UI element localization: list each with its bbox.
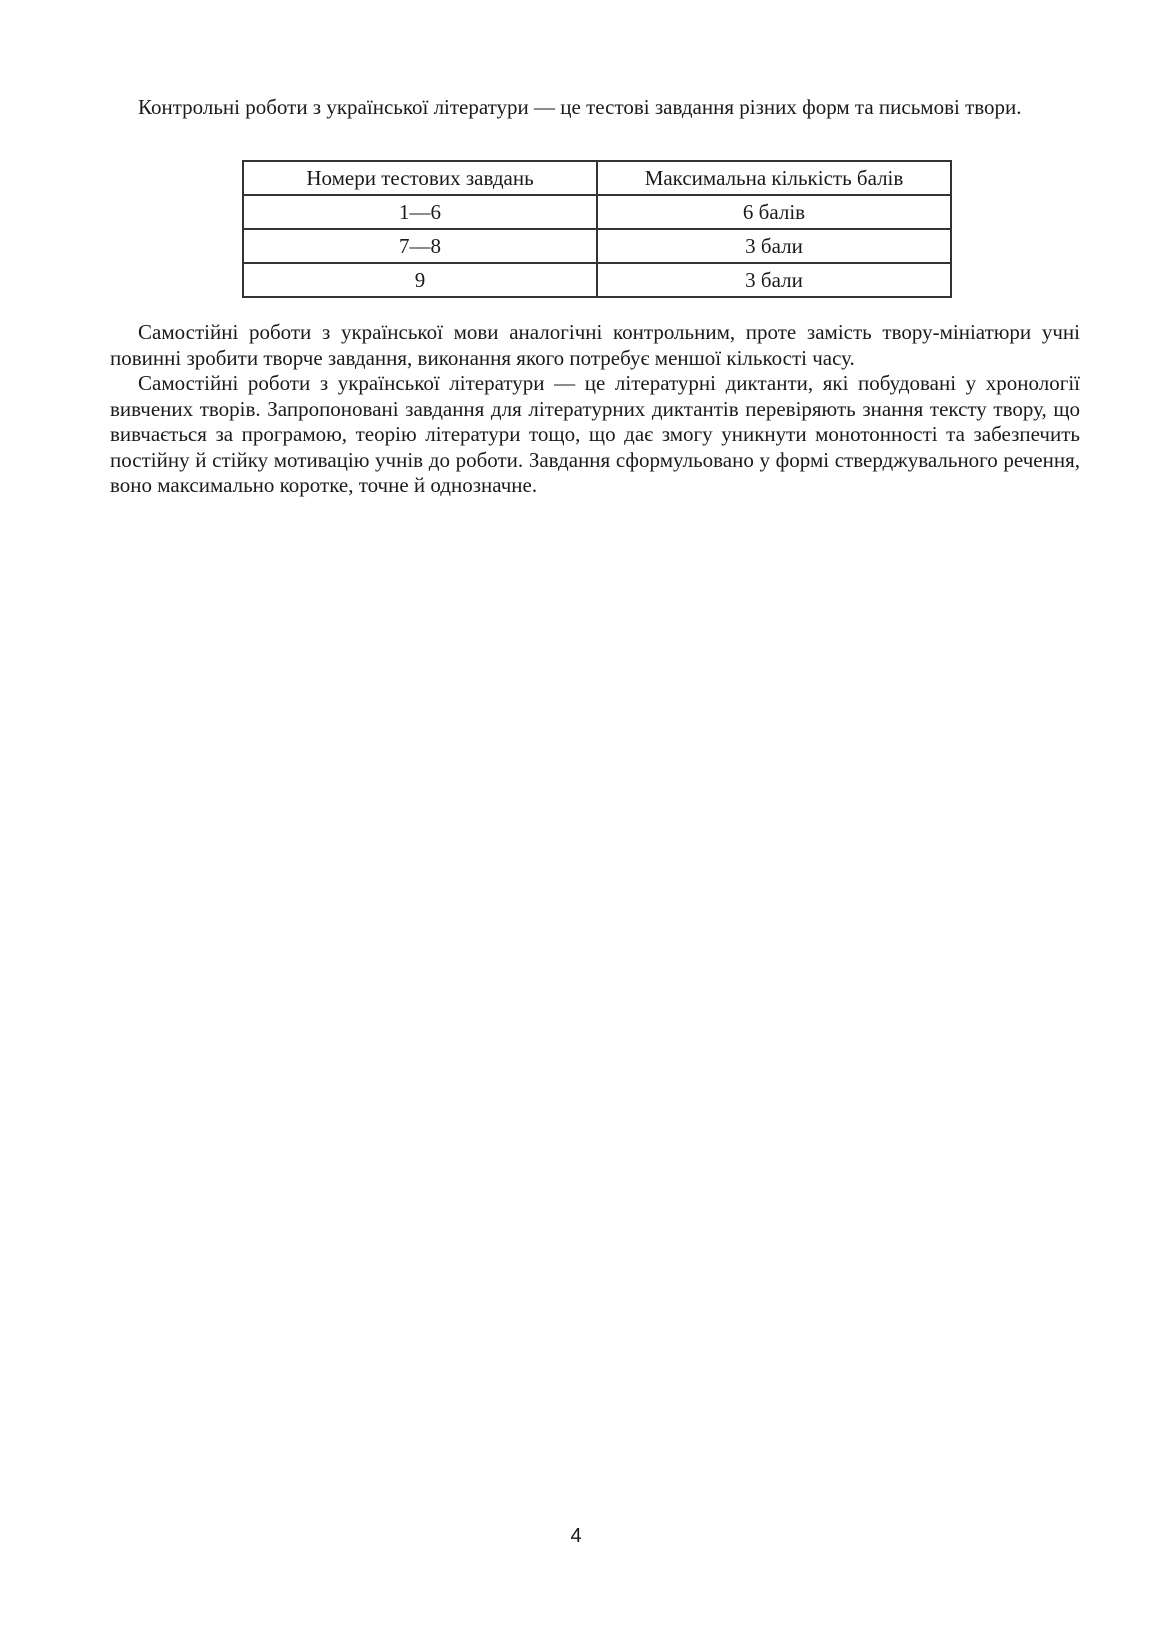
table-row: [243, 263, 951, 297]
task-range-cell: 1—6: [243, 195, 597, 229]
language-independent-work-paragraph: Самостійні роботи з української мови аналогічні контрольним, проте замість твору-мініатюри учні повинні зробити творче завдання, виконання якого потребує меншої кількості часу.: [110, 320, 1080, 370]
points-cell: 6 балів: [597, 195, 951, 229]
task-range-cell: 7—8: [243, 229, 597, 263]
literature-independent-work-paragraph: Самостійні роботи з української літератури — це літературні диктанти, які побудовані у хронології вивчених творів. Запропоновані завдання для літературних диктантів перевіряють знання тексту твору, що вивчається за програмою, теорію літератури тощо, що дає змогу уникнути монотонності та забезпечить постійну й стійку мотивацію учнів до роботи. Завдання сформульовано у формі стверджувального речення, воно максимально коротке, точне й однозначне.: [110, 371, 1080, 497]
page-number: 4: [570, 1525, 582, 1547]
table-row: [243, 195, 951, 229]
intro-paragraph: Контрольні роботи з української літератури — це тестові завдання різних форм та письмові твори.: [138, 95, 1022, 119]
task-range-cell: 9: [243, 263, 597, 297]
points-cell: 3 бали: [597, 229, 951, 263]
table-header-row: [243, 161, 951, 195]
score-table: [242, 160, 952, 298]
body-text-block: [110, 320, 1080, 499]
points-cell: 3 бали: [597, 263, 951, 297]
header-task-numbers: Номери тестових завдань: [243, 161, 597, 195]
header-max-points: Максимальна кількість балів: [597, 161, 951, 195]
intro-text-block: [110, 95, 1080, 121]
table-row: [243, 229, 951, 263]
